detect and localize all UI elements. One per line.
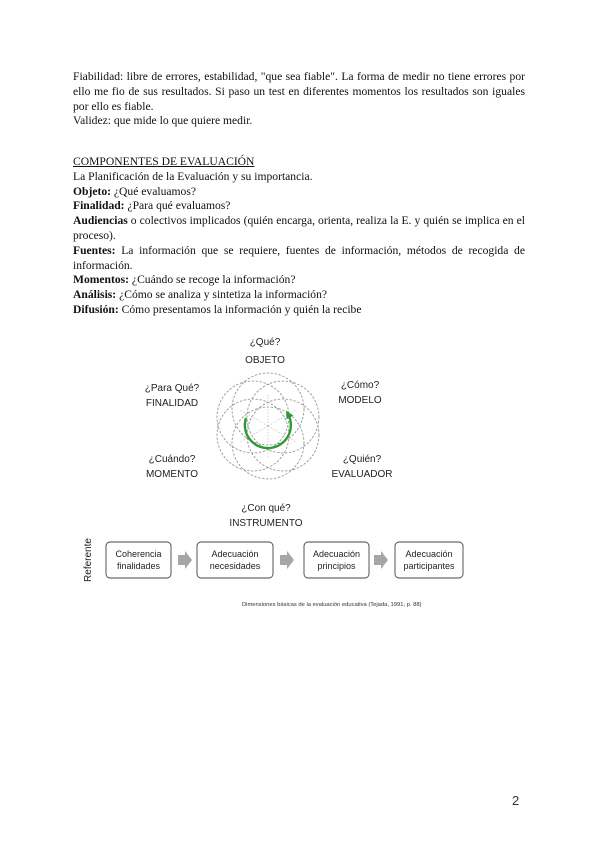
section-title: COMPONENTES DE EVALUACIÓN xyxy=(73,155,255,168)
item-momentos xyxy=(73,273,525,288)
item-objeto xyxy=(73,185,525,200)
term-fuentes: Fuentes: xyxy=(73,243,116,257)
fiabilidad-paragraph: Fiabilidad: libre de errores, estabilidad, "que sea fiable". La forma de medir no tiene errores por ello me fio de sus resultados. Si paso un test en diferentes momentos los resultados son iguales por ello es fiable. xyxy=(73,70,525,113)
term-objeto: Objeto: xyxy=(73,184,111,198)
item-finalidad xyxy=(73,199,525,214)
item-audiencias xyxy=(73,214,525,244)
validez-paragraph: Validez: que mide lo que quiere medir. xyxy=(73,114,253,128)
term-audiencias: Audiencias xyxy=(73,214,128,228)
label-con-que-question: ¿Con qué? xyxy=(241,503,291,514)
term-momentos: Momentos: xyxy=(73,273,130,287)
desc-finalidad: ¿Para qué evaluamos? xyxy=(124,199,231,213)
desc-audiencias: o colectivos implicados (quién encarga, orienta, realiza la E. y quién se implica en el proceso). xyxy=(73,214,525,242)
item-analisis xyxy=(73,288,525,303)
evaluation-dimensions-figure xyxy=(75,326,475,616)
box-necesidades xyxy=(197,542,273,578)
desc-objeto: ¿Qué evaluamos? xyxy=(111,184,196,198)
label-evaluador: EVALUADOR xyxy=(331,469,393,480)
box-3-line-2: principios xyxy=(317,561,356,571)
box-coherencia xyxy=(106,542,171,578)
label-modelo: MODELO xyxy=(338,395,382,406)
label-que-question: ¿Qué? xyxy=(249,337,281,348)
label-como-question: ¿Cómo? xyxy=(340,380,380,391)
label-quien-question: ¿Quién? xyxy=(342,454,382,465)
term-analisis: Análisis: xyxy=(73,288,117,302)
box-2-line-1: Adecuación xyxy=(211,549,259,559)
box-4-line-1: Adecuación xyxy=(405,549,453,559)
item-fuentes xyxy=(73,244,525,274)
box-4-line-2: participantes xyxy=(403,561,455,571)
box-1-line-2: finalidades xyxy=(116,561,161,571)
box-3-line-1: Adecuación xyxy=(312,549,361,559)
figure-svg xyxy=(75,326,475,616)
box-2-line-2: necesidades xyxy=(209,561,261,571)
desc-fuentes: La información que se requiere, fuentes de información, métodos de recogida de información. xyxy=(73,243,525,272)
box-principios xyxy=(304,542,369,578)
desc-momentos: ¿Cuándo se recoge la información? xyxy=(129,273,296,287)
label-referente: Referente xyxy=(83,538,94,582)
term-finalidad: Finalidad: xyxy=(73,199,125,213)
page-number: 2 xyxy=(512,793,520,808)
planificacion-line: La Planificación de la Evaluación y su importancia. xyxy=(73,169,313,183)
box-1-line-1: Coherencia xyxy=(115,549,162,559)
label-finalidad: FINALIDAD xyxy=(145,398,199,409)
desc-difusion: Cómo presentamos la información y quién la recibe xyxy=(118,302,362,316)
item-difusion xyxy=(73,303,525,318)
intro-block xyxy=(73,70,525,129)
label-instrumento: INSTRUMENTO xyxy=(229,518,303,529)
componentes-section xyxy=(73,155,525,318)
figure-caption: Dimensiones básicas de la evaluación educativa (Tejada, 1991, p. 88) xyxy=(242,602,422,608)
label-cuando-question: ¿Cuándo? xyxy=(148,454,196,465)
label-objeto: OBJETO xyxy=(245,355,285,366)
desc-analisis: ¿Cómo se analiza y sintetiza la información? xyxy=(116,288,328,302)
label-para-que-question: ¿Para Qué? xyxy=(144,383,200,394)
label-momento: MOMENTO xyxy=(145,469,199,480)
box-participantes xyxy=(395,542,463,578)
term-difusion: Difusión: xyxy=(73,302,119,316)
